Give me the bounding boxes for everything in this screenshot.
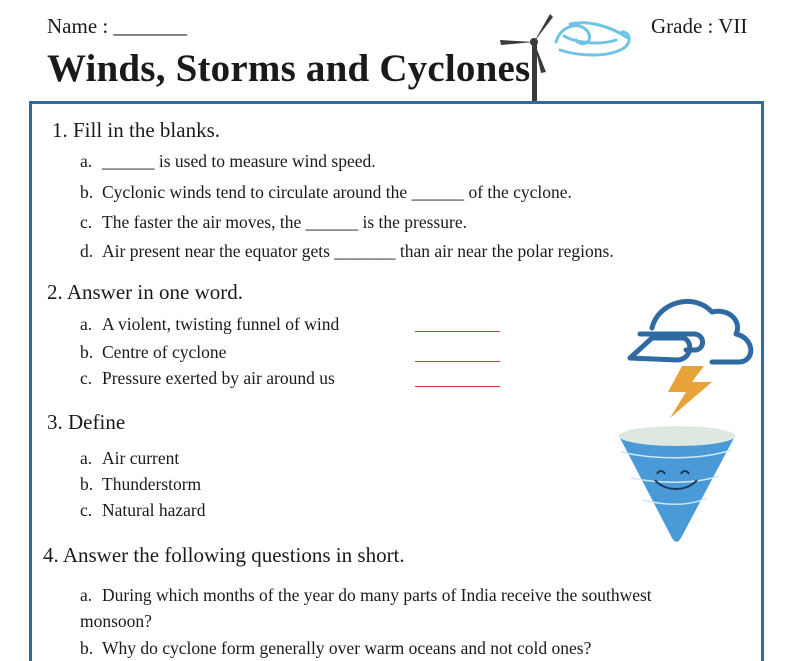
list-item: a. ______ is used to measure wind speed. (80, 151, 376, 171)
list-item: c. Natural hazard (80, 500, 206, 520)
list-item: a. Air current (80, 448, 180, 468)
list-item: b. Cyclonic winds tend to circulate around the ______ of the cyclone. (80, 182, 572, 202)
list-item: b. Centre of cyclone (80, 342, 227, 362)
section-1-heading: 1. Fill in the blanks. (52, 118, 220, 142)
section-3-heading: 3. Define (47, 410, 126, 434)
wind-turbine-icon (498, 12, 638, 104)
tornado-icon (615, 420, 740, 545)
answer-line (415, 386, 500, 387)
answer-line (415, 361, 500, 362)
list-item: c. The faster the air moves, the ______ is the pressure. (80, 212, 467, 232)
list-item: c. Pressure exerted by air around us (80, 368, 335, 388)
worksheet-title: Winds, Storms and Cyclones (47, 47, 531, 90)
section-4-heading: 4. Answer the following questions in short. (43, 543, 405, 567)
section-2-heading: 2. Answer in one word. (47, 280, 243, 304)
list-item: a. A violent, twisting funnel of wind (80, 314, 340, 334)
list-item-continuation: monsoon? (80, 611, 152, 631)
list-item: d. Air present near the equator gets _______ than air near the polar regions. (80, 241, 614, 261)
lightning-icon (668, 366, 712, 418)
grade-label: Grade : VII (651, 14, 748, 38)
list-item: b. Why do cyclone form generally over warm oceans and not cold ones? (80, 638, 592, 658)
list-item: a. During which months of the year do many parts of India receive the southwest (80, 585, 652, 605)
storm-cloud-icon (612, 286, 762, 426)
list-item: b. Thunderstorm (80, 474, 202, 494)
name-field-label: Name : _______ (47, 14, 187, 38)
answer-line (415, 331, 500, 332)
wind-swirl-icon (556, 23, 629, 55)
